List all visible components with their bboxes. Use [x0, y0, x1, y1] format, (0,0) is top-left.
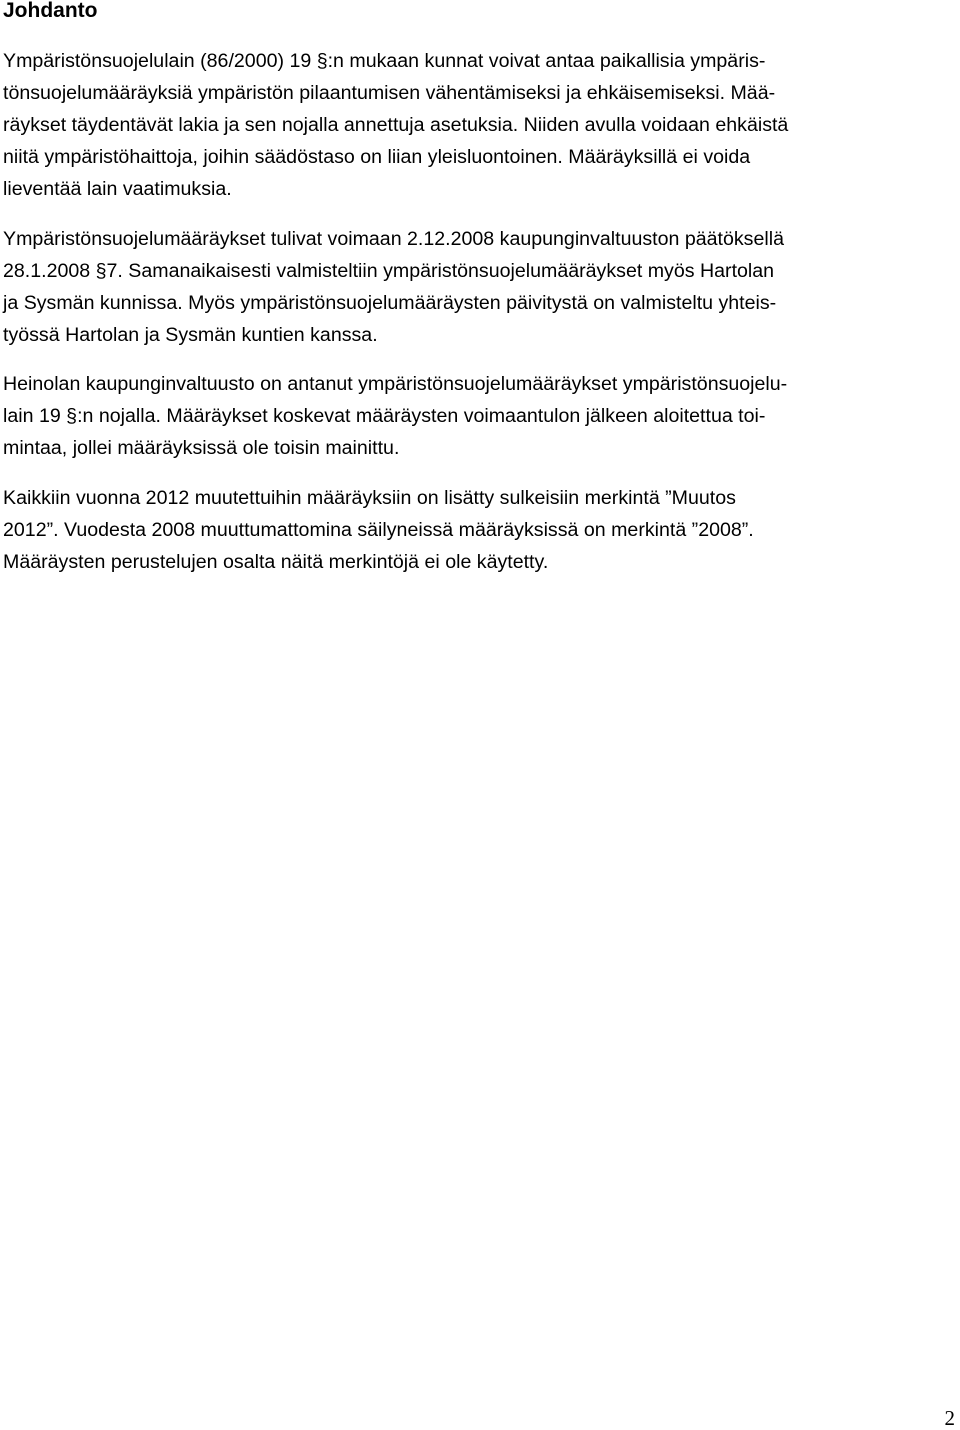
paragraph-line: räykset täydentävät lakia ja sen nojalla annettuja asetuksia. Niiden avulla voidaan ehkäistä — [3, 114, 789, 136]
paragraph-line: mintaa, jollei määräyksissä ole toisin mainittu. — [3, 437, 400, 459]
paragraph-line: tönsuojelumääräyksiä ympäristön pilaantumisen vähentämiseksi ja ehkäisemiseksi. Mää- — [3, 82, 776, 104]
paragraph-line: Määräysten perustelujen osalta näitä merkintöjä ei ole käytetty. — [3, 551, 549, 573]
paragraph-line: 28.1.2008 §7. Samanaikaisesti valmisteltiin ympäristönsuojelumääräykset myös Hartolan — [3, 260, 775, 282]
paragraph-line: lain 19 §:n nojalla. Määräykset koskevat määräysten voimaantulon jälkeen aloitettua toi- — [3, 405, 766, 427]
paragraph-effective-date — [3, 223, 955, 351]
paragraph-change-markings — [3, 482, 955, 578]
paragraph-line: Heinolan kaupunginvaltuusto on antanut ympäristönsuojelumääräykset ympäristönsuojelu- — [3, 373, 788, 395]
paragraph-line: niitä ympäristöhaittoja, joihin säädöstaso on liian yleisluontoinen. Määräyksillä ei voida — [3, 146, 751, 168]
paragraph-line: Ympäristönsuojelumääräykset tulivat voimaan 2.12.2008 kaupunginvaltuuston päätöksellä — [3, 228, 784, 250]
paragraph-line: työssä Hartolan ja Sysmän kuntien kanssa. — [3, 324, 378, 346]
paragraph-line: lieventää lain vaatimuksia. — [3, 178, 232, 200]
paragraph-line: ja Sysmän kunnissa. Myös ympäristönsuojelumääräysten päivitystä on valmisteltu yhteis- — [3, 292, 777, 314]
section-heading: Johdanto — [3, 0, 98, 22]
paragraph-intro — [3, 45, 955, 205]
paragraph-legal-basis — [3, 368, 955, 464]
paragraph-line: 2012”. Vuodesta 2008 muuttumattomina säilyneissä määräyksissä on merkintä ”2008”. — [3, 519, 754, 541]
paragraph-line: Ympäristönsuojelulain (86/2000) 19 §:n mukaan kunnat voivat antaa paikallisia ympäris- — [3, 50, 766, 72]
paragraph-line: Kaikkiin vuonna 2012 muutettuihin määräyksiin on lisätty sulkeisiin merkintä ”Muutos — [3, 487, 736, 509]
page-number: 2 — [944, 1406, 955, 1430]
